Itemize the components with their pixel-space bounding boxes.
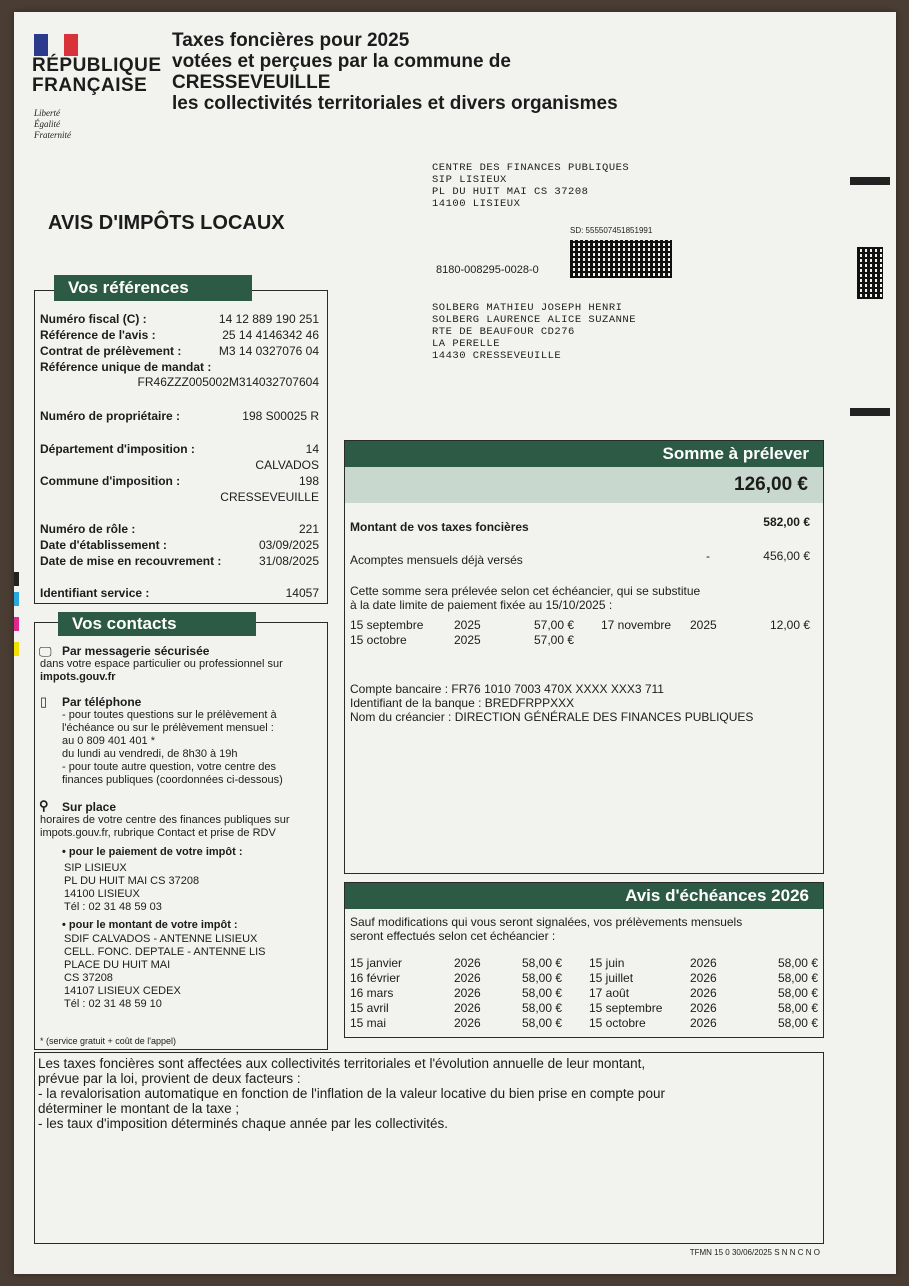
devise-fraternite: Fraternité xyxy=(34,130,71,140)
echeances-intro-line: Sauf modifications qui vous seront signalées, vos prélèvements mensuels xyxy=(350,915,743,929)
sd-code: SD: 555507451851991 xyxy=(570,226,653,235)
echeance-date: 15 mai xyxy=(350,1016,387,1030)
schedule-text-line: Cette somme sera prélevée selon cet échéancier, qui se substitue xyxy=(350,584,701,598)
note-line: - la revalorisation automatique en fonction de l'inflation de la valeur locative du bien prise en compte pour xyxy=(38,1086,665,1101)
phone-icon: ▯ xyxy=(40,694,48,709)
echeance-amount: 58,00 € xyxy=(777,956,818,970)
echeance-amount: 58,00 € xyxy=(522,1001,563,1015)
datamatrix-icon xyxy=(570,240,672,278)
echeance-year: 2026 xyxy=(454,1001,481,1015)
recipient-line: SOLBERG LAURENCE ALICE SUZANNE xyxy=(432,314,637,326)
echeance-date: 15 juillet xyxy=(589,971,634,985)
telephone-line: l'échéance ou sur le prélèvement mensuel : xyxy=(62,722,274,734)
nom-creancier: Nom du créancier : DIRECTION GÉNÉRALE DES FINANCES PUBLIQUES xyxy=(350,710,754,724)
echeance-amount: 58,00 € xyxy=(777,971,818,985)
schedule-text-line: à la date limite de paiement fixée au 15/10/2025 : xyxy=(350,598,613,612)
devise-egalite: Égalité xyxy=(34,119,60,129)
echeance-date: 15 septembre xyxy=(589,1001,663,1015)
print-mark xyxy=(14,572,19,586)
centre-address xyxy=(432,162,629,210)
surplace-title: Sur place xyxy=(62,800,117,814)
messagerie-site[interactable]: impots.gouv.fr xyxy=(40,671,116,683)
margin-mark xyxy=(850,408,890,416)
messagerie-text: dans votre espace particulier ou professionnel sur xyxy=(40,658,283,670)
montant-line: Tél : 02 31 48 59 10 xyxy=(64,998,162,1010)
montant-line: SDIF CALVADOS - ANTENNE LISIEUX xyxy=(64,933,258,945)
telephone-text xyxy=(62,709,324,787)
contrat-label: Contrat de prélèvement : xyxy=(40,344,182,358)
montant-address xyxy=(64,933,266,1011)
recipient-line: LA PERELLE xyxy=(432,338,501,350)
devise xyxy=(34,108,71,141)
echeance-year: 2026 xyxy=(690,971,717,985)
title-line-4: les collectivités territoriales et divers organismes xyxy=(172,93,618,114)
etablissement-label: Date d'établissement : xyxy=(40,538,167,552)
echeance-year: 2026 xyxy=(690,1016,717,1030)
montant-label: Montant de vos taxes foncières xyxy=(350,520,529,534)
recipient-line: RTE DE BEAUFOUR CD276 xyxy=(432,326,575,338)
acomptes-sign: - xyxy=(706,549,710,563)
echeance-year: 2026 xyxy=(454,971,481,985)
centre-line: CENTRE DES FINANCES PUBLIQUES xyxy=(432,162,630,174)
montant-title: • pour le montant de votre impôt : xyxy=(62,919,238,931)
contacts-footnote: * (service gratuit + coût de l'appel) xyxy=(40,1036,177,1046)
echeance-date: 16 mars xyxy=(350,986,394,1000)
schedule-date: 17 novembre xyxy=(601,618,672,632)
echeances-heading-text: Avis d'échéances 2026 xyxy=(625,886,809,905)
numero-fiscal-label: Numéro fiscal (C) : xyxy=(40,312,147,326)
paiement-line: 14100 LISIEUX xyxy=(64,888,140,900)
commune-nom: CRESSEVEUILLE xyxy=(220,490,319,504)
recipient-line: SOLBERG MATHIEU JOSEPH HENRI xyxy=(432,302,623,314)
schedule-year: 2025 xyxy=(690,618,717,632)
echeances-heading xyxy=(345,883,823,909)
note-line: déterminer le montant de la taxe ; xyxy=(38,1101,240,1116)
print-mark xyxy=(14,642,19,656)
paiement-line: Tél : 02 31 48 59 03 xyxy=(64,901,162,913)
francaise-label: FRANÇAISE xyxy=(32,75,148,96)
role-label: Numéro de rôle : xyxy=(40,522,136,536)
proprietaire-label: Numéro de propriétaire : xyxy=(40,409,181,423)
echeance-date: 15 janvier xyxy=(350,956,403,970)
contrat-value: M3 14 0327076 04 xyxy=(218,344,319,358)
centre-line: 14100 LISIEUX xyxy=(432,198,521,210)
messagerie-title: Par messagerie sécurisée xyxy=(62,644,210,658)
schedule-amount: 57,00 € xyxy=(534,618,575,632)
somme-heading xyxy=(345,441,823,467)
echeance-amount: 58,00 € xyxy=(522,956,563,970)
echeance-amount: 58,00 € xyxy=(522,1016,563,1030)
title-line-3: CRESSEVEUILLE xyxy=(172,72,331,93)
echeance-year: 2026 xyxy=(690,956,717,970)
schedule-amount: 12,00 € xyxy=(770,618,811,632)
telephone-line: finances publiques (coordonnées ci-dessous) xyxy=(62,774,283,786)
paiement-address xyxy=(64,862,199,914)
echeance-year: 2026 xyxy=(454,956,481,970)
telephone-line: - pour toutes questions sur le prélèvement à xyxy=(62,709,277,721)
acomptes-label: Acomptes mensuels déjà versés xyxy=(350,553,523,567)
echeance-date: 15 octobre xyxy=(589,1016,646,1030)
ref-avis-value: 25 14 4146342 46 xyxy=(222,328,319,342)
contacts-heading: Vos contacts xyxy=(58,612,256,636)
service-value: 14057 xyxy=(285,586,319,600)
surplace-text xyxy=(40,814,325,840)
departement-code: 14 xyxy=(305,442,319,456)
etablissement-value: 03/09/2025 xyxy=(258,538,319,552)
echeance-date: 15 avril xyxy=(350,1001,389,1015)
echeance-amount: 58,00 € xyxy=(777,1016,818,1030)
print-mark xyxy=(14,617,19,631)
footer-code: TFMN 15 0 30/06/2025 S N N C N O xyxy=(689,1248,820,1257)
republique-label: RÉPUBLIQUE xyxy=(32,55,162,76)
departement-nom: CALVADOS xyxy=(255,458,319,472)
numero-fiscal-value: 14 12 889 190 251 xyxy=(218,312,319,326)
map-pin-icon: ⚲ xyxy=(39,798,49,813)
echeance-date: 15 juin xyxy=(589,956,625,970)
reference-code: 8180-008295-0028-0 xyxy=(436,264,539,276)
montant-line: PLACE DU HUIT MAI xyxy=(64,959,171,971)
echeance-year: 2026 xyxy=(690,1001,717,1015)
rum-value: FR46ZZZ005002M314032707604 xyxy=(137,375,319,389)
somme-amount: 126,00 € xyxy=(734,474,808,495)
echeance-date: 17 août xyxy=(589,986,630,1000)
echeances-intro xyxy=(350,915,818,943)
echeance-year: 2026 xyxy=(454,986,481,1000)
montant-value: 582,00 € xyxy=(763,515,810,529)
avis-title: AVIS D'IMPÔTS LOCAUX xyxy=(48,212,285,234)
echeance-amount: 58,00 € xyxy=(777,986,818,1000)
header-title xyxy=(172,30,618,114)
note-line: Les taxes foncières sont affectées aux collectivités territoriales et l'évolution annuelle de leur montant, xyxy=(38,1056,646,1071)
echeance-amount: 58,00 € xyxy=(777,1001,818,1015)
identifiant-banque: Identifiant de la banque : BREDFRPPXXX xyxy=(350,696,575,710)
montant-line: CS 37208 xyxy=(64,972,113,984)
note-line: prévue par la loi, provient de deux facteurs : xyxy=(38,1071,301,1086)
role-value: 221 xyxy=(298,522,319,536)
echeance-date: 16 février xyxy=(350,971,401,985)
surplace-line: impots.gouv.fr, rubrique Contact et prise de RDV xyxy=(40,827,276,839)
note-line: - les taux d'imposition déterminés chaque année par les collectivités. xyxy=(38,1116,449,1131)
schedule-amount: 57,00 € xyxy=(534,633,575,647)
telephone-line: - pour toute autre question, votre centre des xyxy=(62,761,277,773)
devise-liberte: Liberté xyxy=(34,108,60,118)
service-label: Identifiant service : xyxy=(40,586,150,600)
paiement-line: PL DU HUIT MAI CS 37208 xyxy=(64,875,200,887)
references-heading: Vos références xyxy=(54,275,252,301)
ref-avis-label: Référence de l'avis : xyxy=(40,328,156,342)
schedule-text xyxy=(350,584,818,612)
title-line-1: Taxes foncières pour 2025 xyxy=(172,30,410,51)
recipient-line: 14430 CRESSEVEUILLE xyxy=(432,350,562,362)
margin-mark xyxy=(850,177,890,185)
echeance-amount: 58,00 € xyxy=(522,971,563,985)
surplace-line: horaires de votre centre des finances publiques sur xyxy=(40,814,290,826)
proprietaire-value: 198 S00025 R xyxy=(242,409,319,423)
tax-notice-page xyxy=(14,12,896,1274)
rum-label: Référence unique de mandat : xyxy=(40,360,212,374)
schedule-year: 2025 xyxy=(454,618,481,632)
centre-line: SIP LISIEUX xyxy=(432,174,507,186)
paiement-title: • pour le paiement de votre impôt : xyxy=(62,846,243,858)
telephone-line: du lundi au vendredi, de 8h30 à 19h xyxy=(62,748,238,760)
marianne-flag-icon xyxy=(34,34,78,56)
recipient-address xyxy=(432,302,636,362)
commune-label: Commune d'imposition : xyxy=(40,474,181,488)
echeance-year: 2026 xyxy=(690,986,717,1000)
schedule-year: 2025 xyxy=(454,633,481,647)
print-mark xyxy=(14,592,19,606)
note-text xyxy=(38,1056,820,1131)
montant-line: CELL. FONC. DEPTALE - ANTENNE LIS xyxy=(64,946,266,958)
somme-box xyxy=(344,440,824,874)
montant-line: 14107 LISIEUX CEDEX xyxy=(64,985,181,997)
bank-details xyxy=(350,682,753,724)
title-line-2: votées et perçues par la commune de xyxy=(172,51,511,72)
telephone-line: au 0 809 401 401 * xyxy=(62,735,155,747)
recouvrement-label: Date de mise en recouvrement : xyxy=(40,554,222,568)
schedule-date: 15 octobre xyxy=(350,633,407,647)
echeance-year: 2026 xyxy=(454,1016,481,1030)
echeances-intro-line: seront effectués selon cet échéancier : xyxy=(350,929,556,943)
recouvrement-value: 31/08/2025 xyxy=(258,554,319,568)
side-barcode-icon xyxy=(857,247,883,299)
departement-label: Département d'imposition : xyxy=(40,442,195,456)
acomptes-value: 456,00 € xyxy=(763,549,810,563)
compte-bancaire: Compte bancaire : FR76 1010 7003 470X XXXX XXX3 711 xyxy=(350,682,664,696)
centre-line: PL DU HUIT MAI CS 37208 xyxy=(432,186,589,198)
computer-icon: 🖵 xyxy=(39,644,52,659)
paiement-line: SIP LISIEUX xyxy=(64,862,127,874)
schedule-date: 15 septembre xyxy=(350,618,424,632)
somme-heading-text: Somme à prélever xyxy=(662,444,809,463)
telephone-title: Par téléphone xyxy=(62,695,142,709)
echeance-amount: 58,00 € xyxy=(522,986,563,1000)
commune-code: 198 xyxy=(298,474,319,488)
